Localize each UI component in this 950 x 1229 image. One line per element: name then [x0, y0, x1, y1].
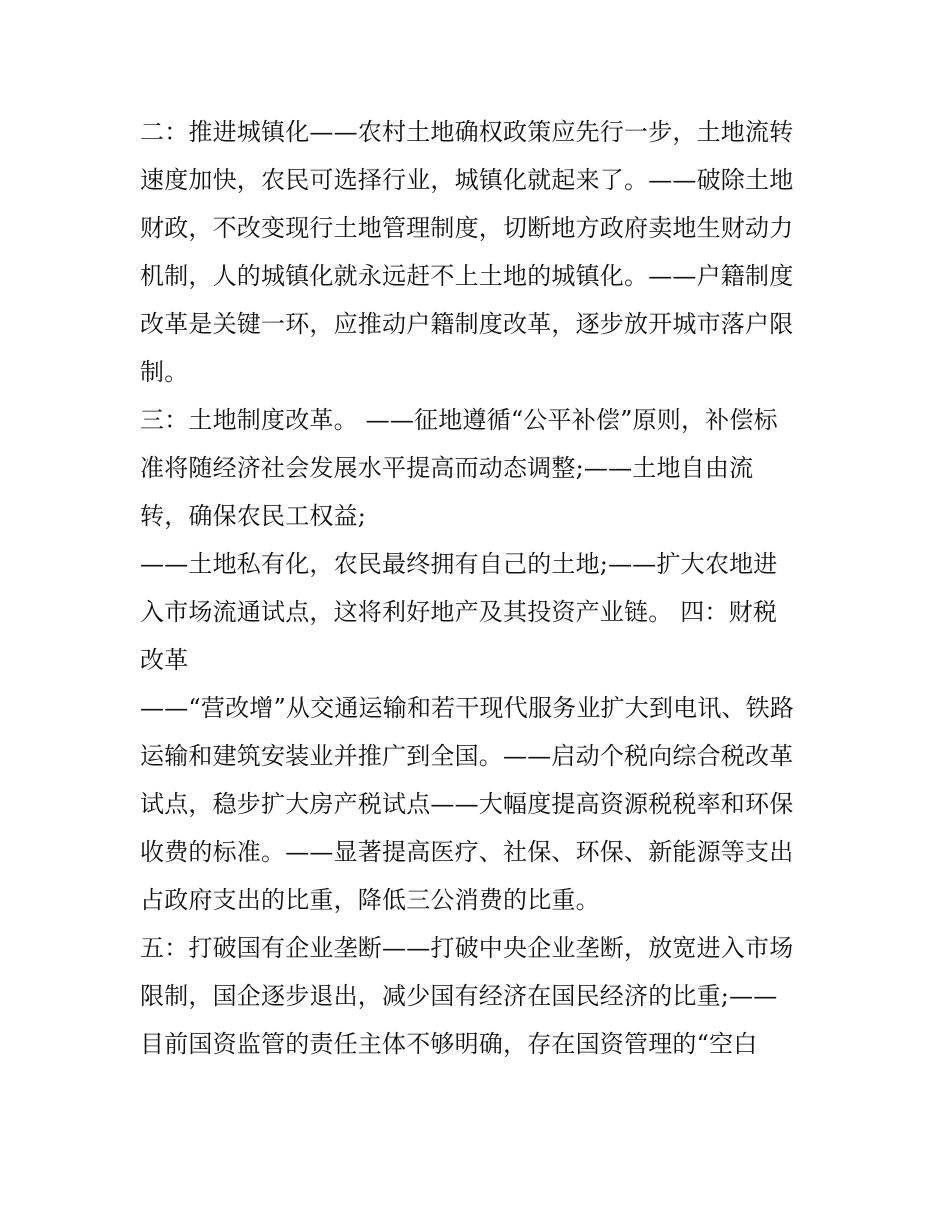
- text-line: 五：打破国有企业垄断——打破中央企业垄断，放宽进入市场: [140, 934, 794, 962]
- text-line: 试点，稳步扩大房产税试点——大幅度提高资源税税率和环保: [140, 790, 794, 818]
- text-line: 目前国资监管的责任主体不够明确，存在国资管理的“空白: [140, 1030, 758, 1058]
- text-line: 制。: [140, 358, 189, 386]
- document-body: [140, 108, 820, 1068]
- text-line: 二：推进城镇化——农村土地确权政策应先行一步，土地流转: [140, 118, 794, 146]
- text-line: 三：土地制度改革。 ——征地遵循“公平补偿”原则，补偿标: [140, 406, 778, 434]
- text-line: ——“营改增”从交通运输和若干现代服务业扩大到电讯、铁路: [140, 694, 795, 722]
- text-line: 准将随经济社会发展水平提高而动态调整;——土地自由流: [140, 454, 754, 482]
- text-line: 改革是关键一环，应推动户籍制度改革，逐步放开城市落户限: [140, 310, 794, 338]
- text-line: 机制，人的城镇化就永远赶不上土地的城镇化。——户籍制度: [140, 262, 794, 290]
- text-line: 限制，国企逐步退出，减少国有经济在国民经济的比重;——: [140, 982, 778, 1010]
- text-line: 改革: [140, 646, 189, 674]
- text-line: 入市场流通试点，这将利好地产及其投资产业链。 四：财税: [140, 598, 778, 626]
- text-line: 占政府支出的比重，降低三公消费的比重。: [140, 886, 600, 914]
- text-line: 速度加快，农民可选择行业，城镇化就起来了。——破除土地: [140, 166, 794, 194]
- text-line: ——土地私有化，农民最终拥有自己的土地;——扩大农地进: [140, 550, 778, 578]
- text-line: 财政，不改变现行土地管理制度，切断地方政府卖地生财动力: [140, 214, 794, 242]
- text-line: 收费的标准。——显著提高医疗、社保、环保、新能源等支出: [140, 838, 794, 866]
- text-line: 转，确保农民工权益;: [140, 502, 367, 530]
- text-line: 运输和建筑安装业并推广到全国。——启动个税向综合税改革: [140, 742, 794, 770]
